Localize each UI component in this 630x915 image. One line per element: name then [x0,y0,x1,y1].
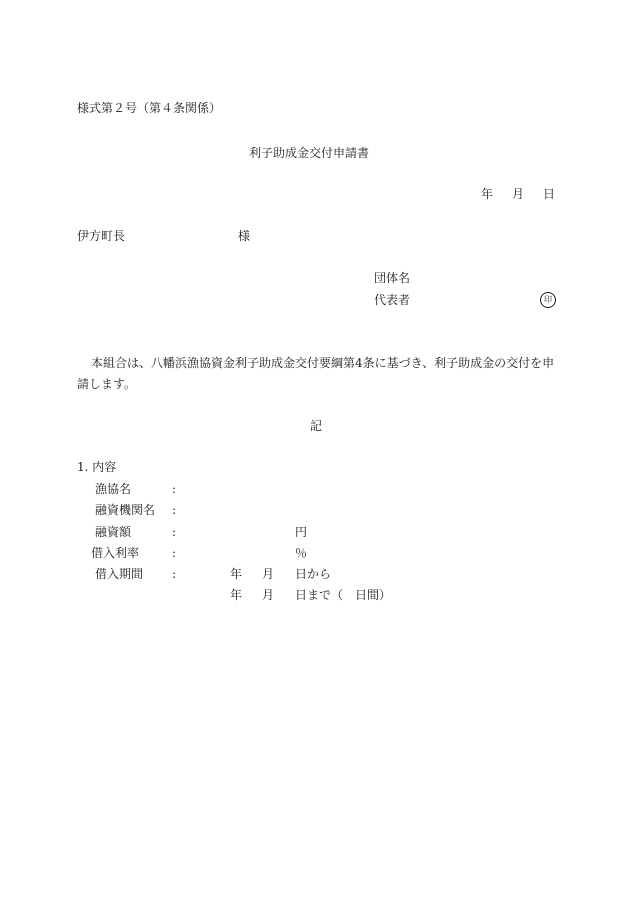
interest-rate-label: 借入利率 [91,546,140,560]
loan-period-colon: : [172,567,177,581]
addressee-honorific: 様 [238,229,251,243]
representative-label: 代表者 [374,293,411,307]
form-number: 様式第２号（第４条関係） [77,101,222,115]
loan-amount-label: 融資額 [95,525,132,539]
period-days-label: 日間） [355,588,392,602]
date-day-label: 日 [543,187,556,201]
addressee-name: 伊方町長 [77,229,126,243]
organization-name-label: 団体名 [374,271,411,285]
cooperative-name-colon: : [172,482,177,496]
interest-rate-colon: : [172,546,177,560]
seal-icon: 印 [540,292,556,308]
period-to-month-label: 月 [262,588,275,602]
document-title: 利子助成金交付申請書 [249,146,370,160]
period-to-day-label: 日まで（ [295,588,344,602]
period-to-year-label: 年 [230,588,243,602]
cooperative-name-label: 漁協名 [95,482,132,496]
period-from-day-label: 日から [295,567,332,581]
loan-amount-colon: : [172,525,177,539]
details-section-heading: 1. 内容 [77,460,117,474]
loan-period-label: 借入期間 [95,567,144,581]
interest-rate-unit: ％ [295,546,308,560]
institution-name-label: 融資機関名 [95,503,156,517]
institution-name-colon: : [172,503,177,517]
period-from-year-label: 年 [230,567,243,581]
period-from-month-label: 月 [262,567,275,581]
loan-amount-unit: 円 [295,525,308,539]
ki-heading: 記 [310,419,323,433]
date-year-label: 年 [481,187,494,201]
application-body-text: 本組合は、八幡浜漁協資金利子助成金交付要綱第4条に基づき、利子助成金の交付を申請します。 [77,356,555,391]
date-month-label: 月 [512,187,525,201]
